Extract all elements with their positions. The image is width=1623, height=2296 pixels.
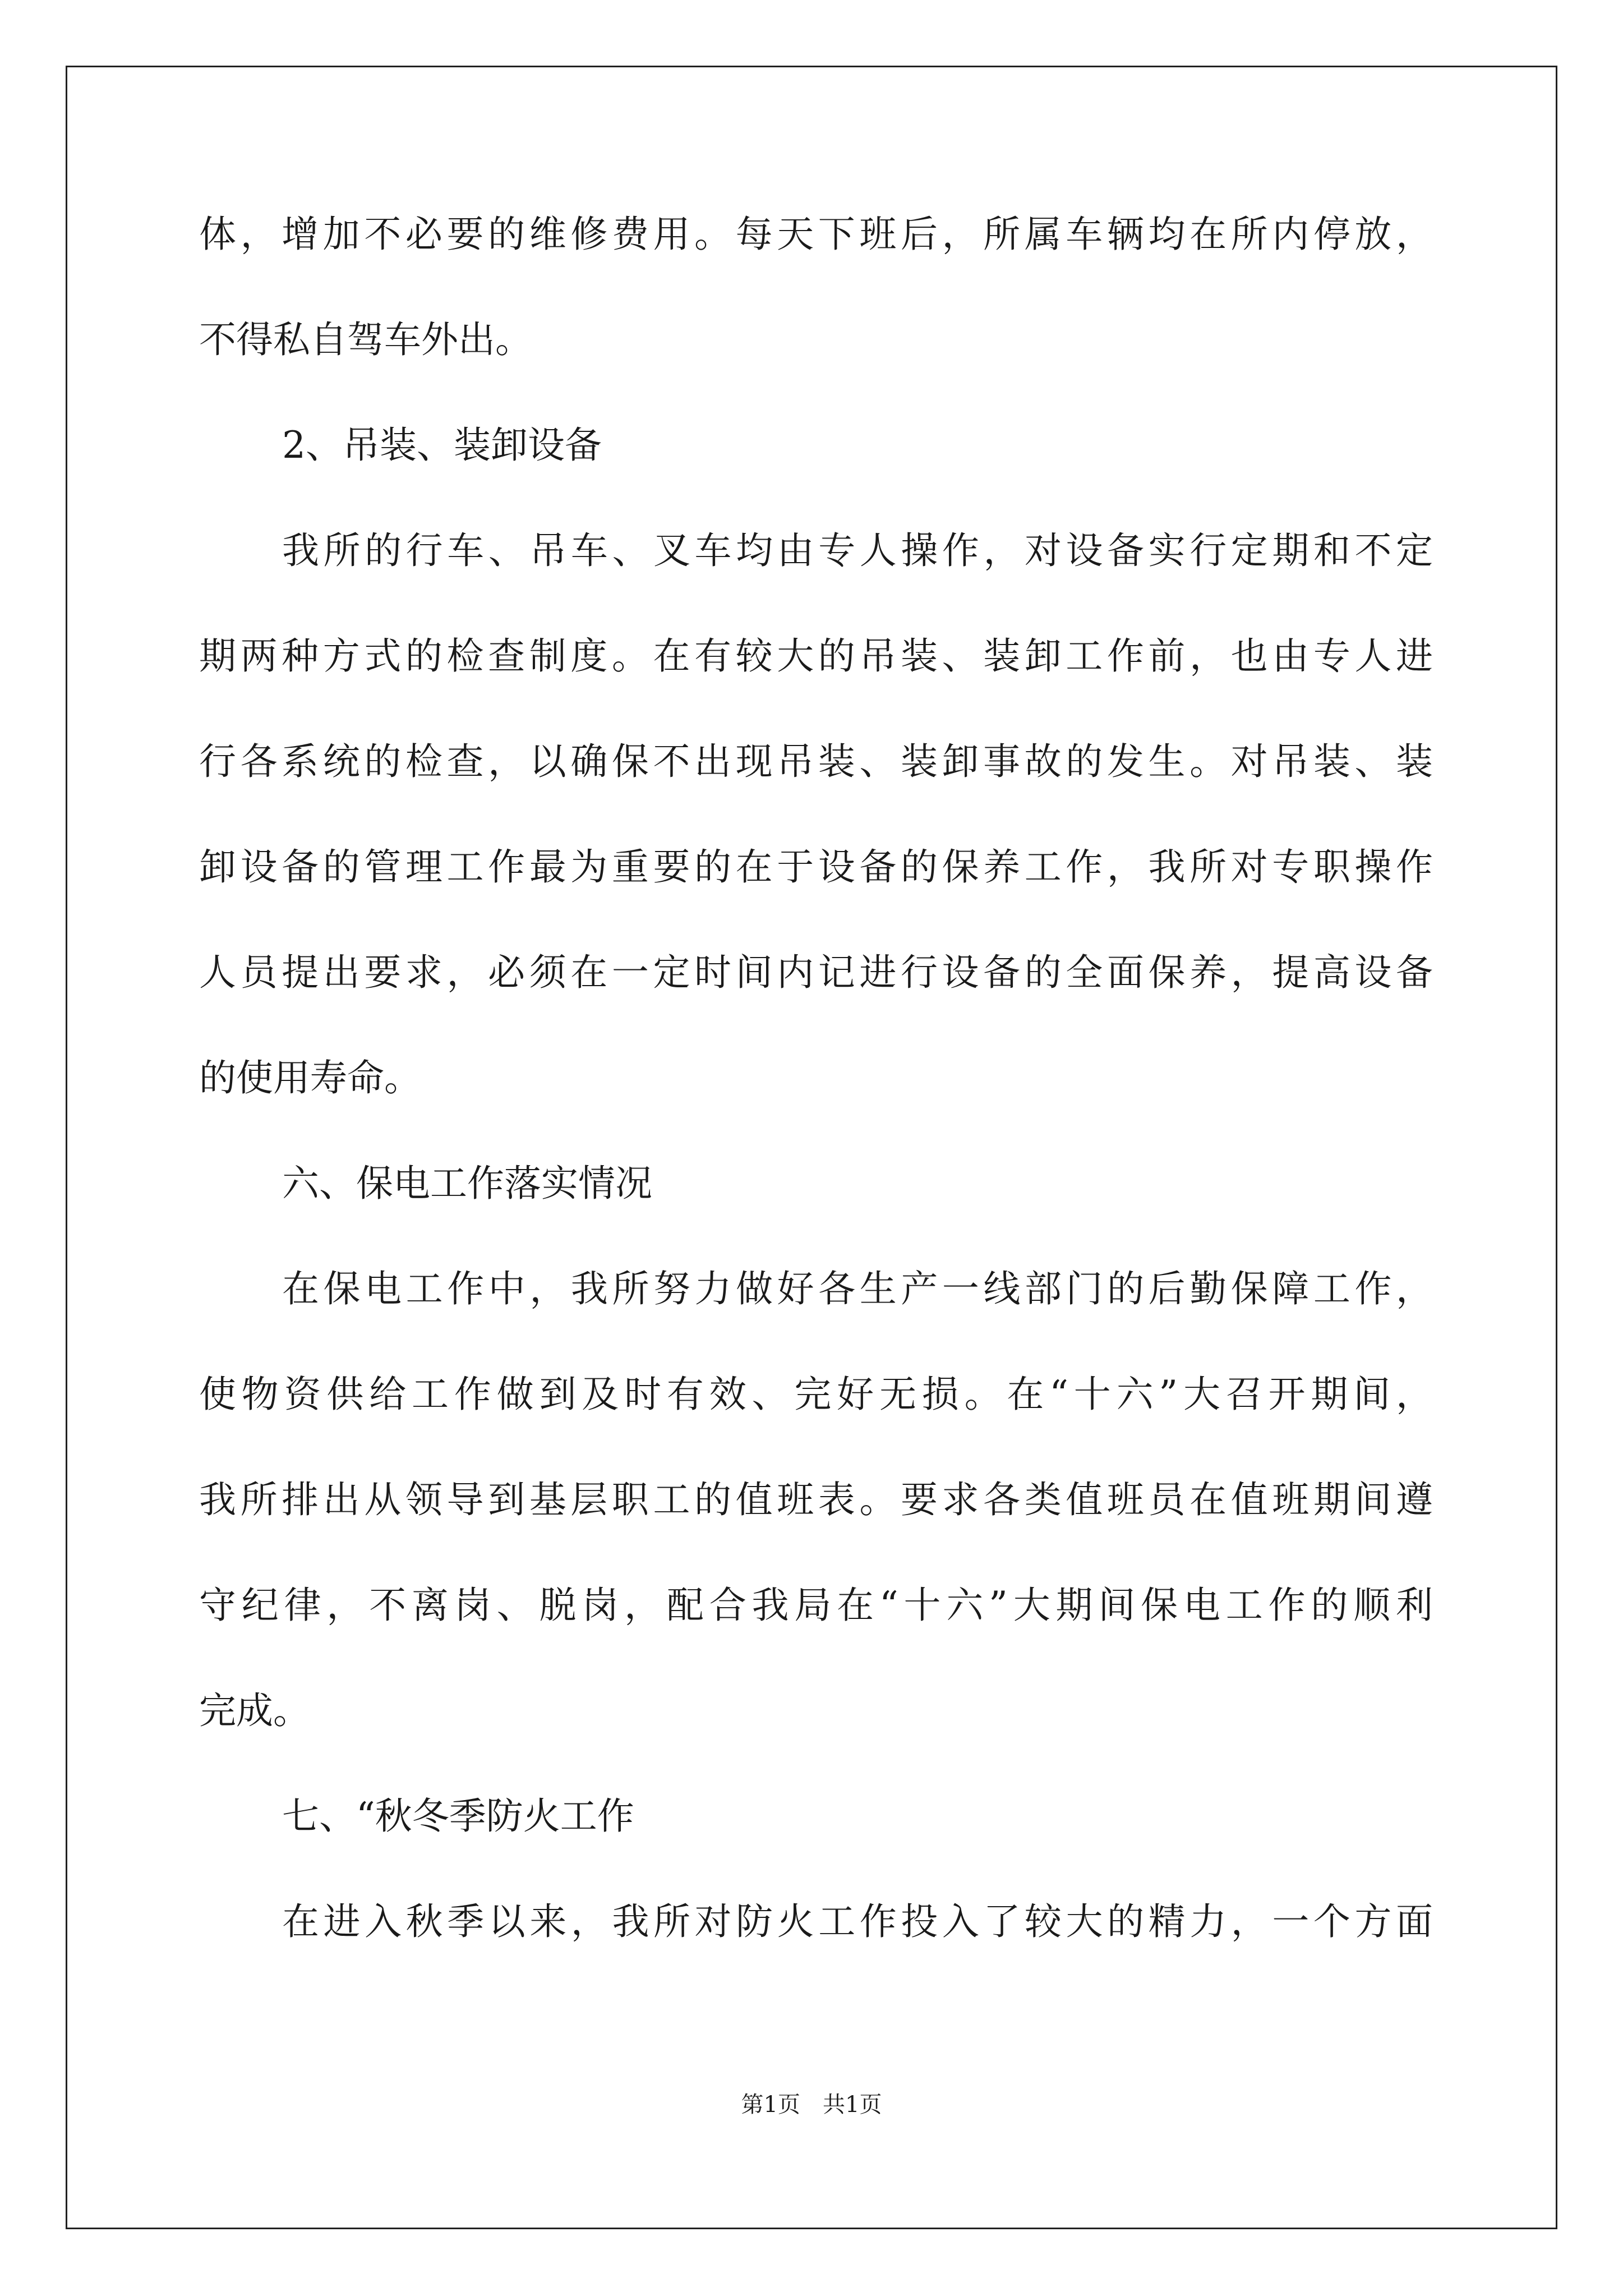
section-heading: 七、“秋冬季防火工作 (282, 1795, 634, 1838)
text-line: 体，增加不必要的维修费用。每天下班后，所属车辆均在所内停放， (199, 213, 1433, 256)
page-number-footer: 第1页 共1页 (741, 2092, 882, 2118)
text-line: 人员提出要求，必须在一定时间内记进行设备的全面保养，提高设备 (199, 951, 1433, 994)
section-heading: 2、吊装、装卸设备 (282, 424, 602, 467)
text-line: 期两种方式的检查制度。在有较大的吊装、装卸工作前，也由专人进 (199, 634, 1433, 678)
text-line: 不得私自驾车外出。 (199, 318, 532, 361)
text-line: 我所排出从领导到基层职工的值班表。要求各类值班员在值班期间遵 (199, 1478, 1433, 1521)
text-line: 在进入秋季以来，我所对防火工作投入了较大的精力，一个方面 (282, 1900, 1433, 1943)
text-line: 的使用寿命。 (199, 1056, 421, 1099)
section-heading: 六、保电工作落实情况 (282, 1162, 652, 1205)
text-line: 在保电工作中，我所努力做好各生产一线部门的后勤保障工作， (282, 1267, 1433, 1310)
text-line: 完成。 (199, 1689, 310, 1732)
text-line: 守纪律，不离岗、脱岗，配合我局在“十六”大期间保电工作的顺利 (199, 1584, 1433, 1627)
text-line: 使物资供给工作做到及时有效、完好无损。在“十六”大召开期间， (199, 1373, 1433, 1416)
text-line: 卸设备的管理工作最为重要的在于设备的保养工作，我所对专职操作 (199, 845, 1433, 889)
text-line: 行各系统的检查，以确保不出现吊装、装卸事故的发生。对吊装、装 (199, 740, 1433, 783)
text-line: 我所的行车、吊车、叉车均由专人操作，对设备实行定期和不定 (282, 529, 1433, 572)
